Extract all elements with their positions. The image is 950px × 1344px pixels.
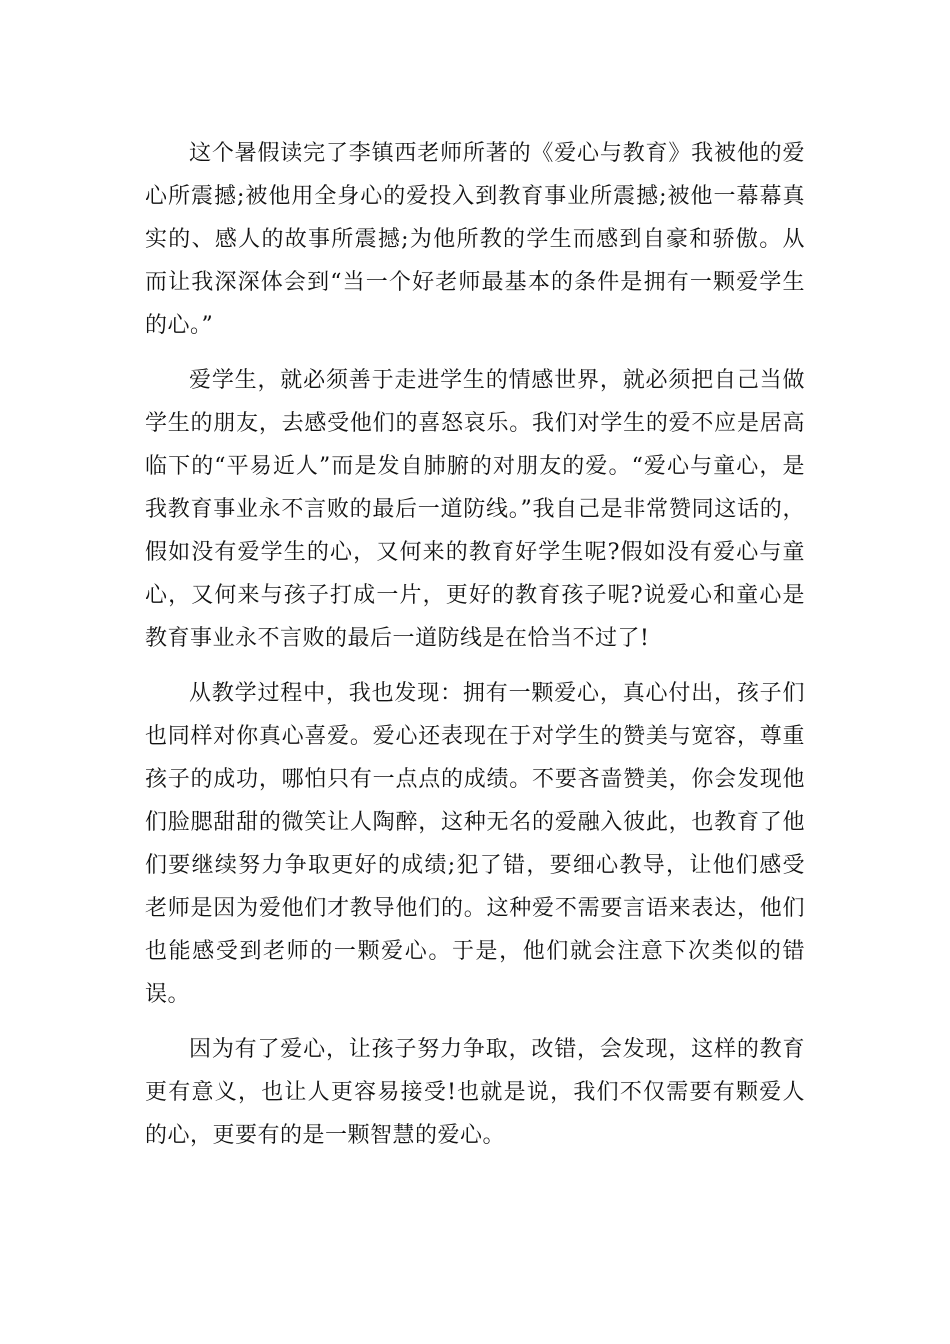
paragraph-4: 因为有了爱心，让孩子努力争取，改错，会发现，这样的教育更有意义，也让人更容易接受!也就是说，我们不仅需要有颗爱人的心，更要有的是一颗智慧的爱心。 bbox=[145, 1037, 805, 1148]
paragraph-2: 爱学生，就必须善于走进学生的情感世界，就必须把自己当做学生的朋友，去感受他们的喜怒哀乐。我们对学生的爱不应是居高临下的“平易近人”而是发自肺腑的对朋友的爱。“爱心与童心，是我教育事业永不言败的最后一道防线。”我自己是非常赞同这话的，假如没有爱学生的心，又何来的教育好学生呢?假如没有爱心与童心，又何来与孩子打成一片，更好的教育孩子呢?说爱心和童心是教育事业永不言败的最后一道防线是在恰当不过了! bbox=[145, 368, 805, 651]
paragraph-1: 这个暑假读完了李镇西老师所著的《爱心与教育》我被他的爱心所震撼;被他用全身心的爱投入到教育事业所震撼;被他一幕幕真实的、感人的故事所震撼;为他所教的学生而感到自豪和骄傲。从而让我深深体会到“当一个好老师最基本的条件是拥有一颗爱学生的心。” bbox=[145, 141, 805, 338]
document-body bbox=[145, 132, 805, 1169]
paragraph-3: 从教学过程中，我也发现：拥有一颗爱心，真心付出，孩子们也同样对你真心喜爱。爱心还表现在于对学生的赞美与宽容，尊重孩子的成功，哪怕只有一点点的成绩。不要吝啬赞美，你会发现他们脸腮甜甜的微笑让人陶醉，这种无名的爱融入彼此，也教育了他们要继续努力争取更好的成绩;犯了错，要细心教导，让他们感受老师是因为爱他们才教导他们的。这种爱不需要言语来表达，他们也能感受到老师的一颗爱心。于是，他们就会注意下次类似的错误。 bbox=[145, 681, 805, 1007]
